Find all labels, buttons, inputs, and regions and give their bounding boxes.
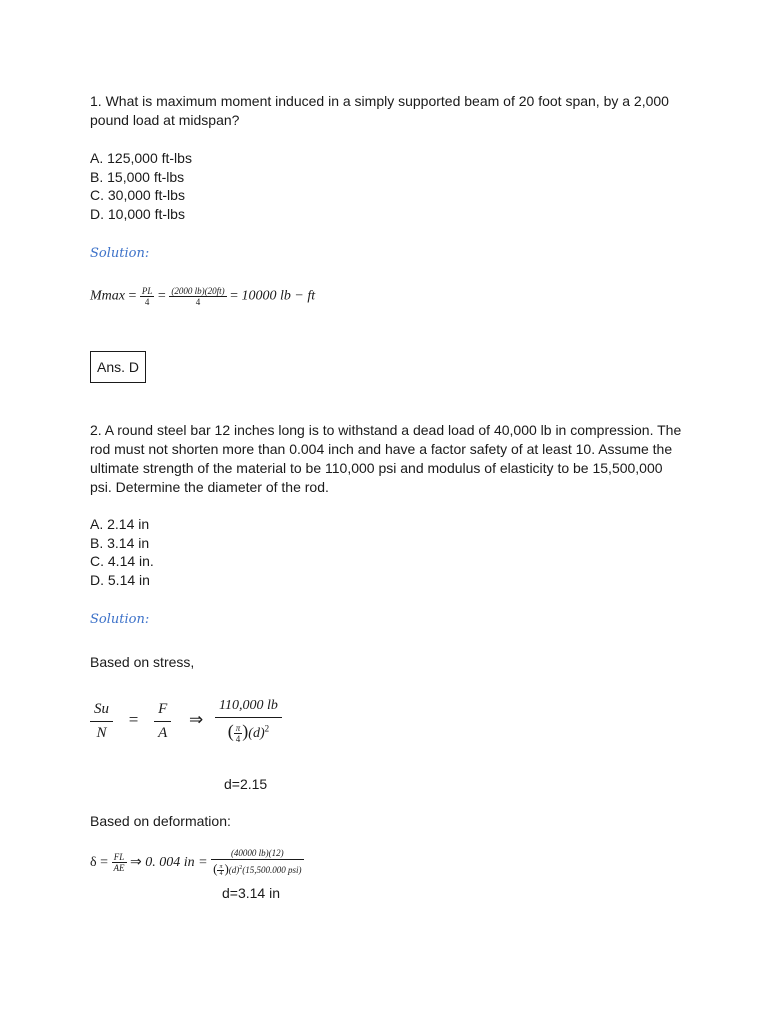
exponent: 2 (264, 723, 270, 734)
fraction-f-over-a (154, 701, 171, 742)
fraction-load-times-span (169, 286, 226, 307)
option-d: D. 5.14 in (90, 571, 150, 588)
fraction-pi-over-4 (234, 723, 243, 744)
fraction-load-over-area-modulus (211, 848, 303, 877)
eq-result: 10000 lb − ft (241, 288, 316, 304)
question-line: rod must not shorten more than 0.004 inch and have a factor safety of at least 10. Assume the (90, 441, 673, 457)
problem2-solution-label: Solution: (90, 612, 150, 627)
eq-sign: = (128, 288, 137, 304)
fraction-denominator: 4 (235, 734, 241, 745)
diameter-term: (d) (228, 865, 240, 875)
stress-label: Based on stress, (90, 654, 195, 670)
problem2-options (90, 515, 154, 589)
problem1-options (90, 149, 192, 223)
eq-lhs: Mmax (90, 288, 125, 304)
fraction-numerator: FL (112, 852, 127, 863)
eq-sign: = (100, 854, 109, 870)
question-line: psi. Determine the diameter of the rod. (90, 479, 329, 495)
fraction-pl-over-4 (140, 286, 155, 307)
problem1-moment-equation (90, 286, 315, 307)
fraction-numerator: (40000 lb)(12) (211, 848, 303, 860)
fraction-su-over-n (90, 701, 113, 742)
option-b: B. 15,000 ft-lbs (90, 168, 185, 185)
fraction-denominator: 4 (144, 297, 150, 307)
fraction-numerator: Su (90, 701, 113, 722)
fraction-denominator: ( $\frac{\pi}{4}$ )$(d)^2(15,500.000$ psi) (213, 861, 302, 878)
question-line: 1. What is maximum moment induced in a simply supported beam of 20 foot span, by a 2,000 (90, 93, 669, 109)
option-b: B. 3.14 in (90, 534, 150, 551)
fraction-fl-over-ae (112, 852, 127, 873)
fraction-denominator: 4 (219, 871, 223, 878)
fraction-numerator: F (154, 701, 171, 722)
modulus-term: (15,500.000 psi) (242, 865, 302, 875)
fraction-numerator: π (235, 723, 241, 734)
question-line: ultimate strength of the material to be 110,000 psi and modulus of elasticity to be 15,500,000 (90, 460, 663, 476)
fraction-numerator: 110,000 lb (215, 698, 282, 718)
question-line: 2. A round steel bar 12 inches long is to withstand a dead load of 40,000 lb in compression. The (90, 422, 682, 438)
implies-arrow: ⇒ (130, 854, 142, 870)
fraction-denominator: AE (113, 863, 125, 874)
stress-result: d=2.15 (224, 776, 268, 792)
deformation-label: Based on deformation: (90, 813, 231, 829)
stress-equation (90, 698, 282, 744)
fraction-denominator: A (158, 724, 168, 741)
problem1-question (90, 92, 690, 130)
option-c: C. 4.14 in. (90, 553, 154, 570)
implies-arrow: ⇒ (189, 709, 204, 729)
problem1-solution-label: Solution: (90, 246, 150, 261)
fraction-numerator: PL (141, 286, 153, 296)
deformation-equation (90, 848, 304, 877)
option-c: C. 30,000 ft-lbs (90, 187, 185, 204)
fraction-strength-over-area (215, 698, 282, 744)
option-a: A. 125,000 ft-lbs (90, 150, 192, 166)
fraction-denominator: N (96, 724, 107, 741)
eq-sign: = (128, 709, 139, 729)
exponent: 2 (239, 865, 243, 871)
option-a: A. 2.14 in (90, 516, 150, 532)
delta-symbol: δ (90, 854, 97, 870)
deformation-result: d=3.14 in (222, 885, 280, 901)
answer-box: Ans. D (90, 351, 146, 383)
problem2-question (90, 421, 690, 497)
fraction-numerator: π (219, 864, 223, 871)
option-d: D. 10,000 ft-lbs (90, 205, 185, 222)
fraction-numerator: (2000 lb)(20ft) (171, 286, 225, 296)
diameter-term: (d) (248, 726, 265, 741)
fraction-denominator: ( $\frac{\pi}{4}$ )$(d)^2$ (227, 721, 270, 745)
eq-sign: = (157, 288, 166, 304)
deformation-limit: 0. 004 in = (145, 854, 208, 870)
fraction-denominator: 4 (195, 297, 201, 307)
eq-sign: = (230, 288, 238, 304)
question-line: pound load at midspan? (90, 112, 240, 128)
